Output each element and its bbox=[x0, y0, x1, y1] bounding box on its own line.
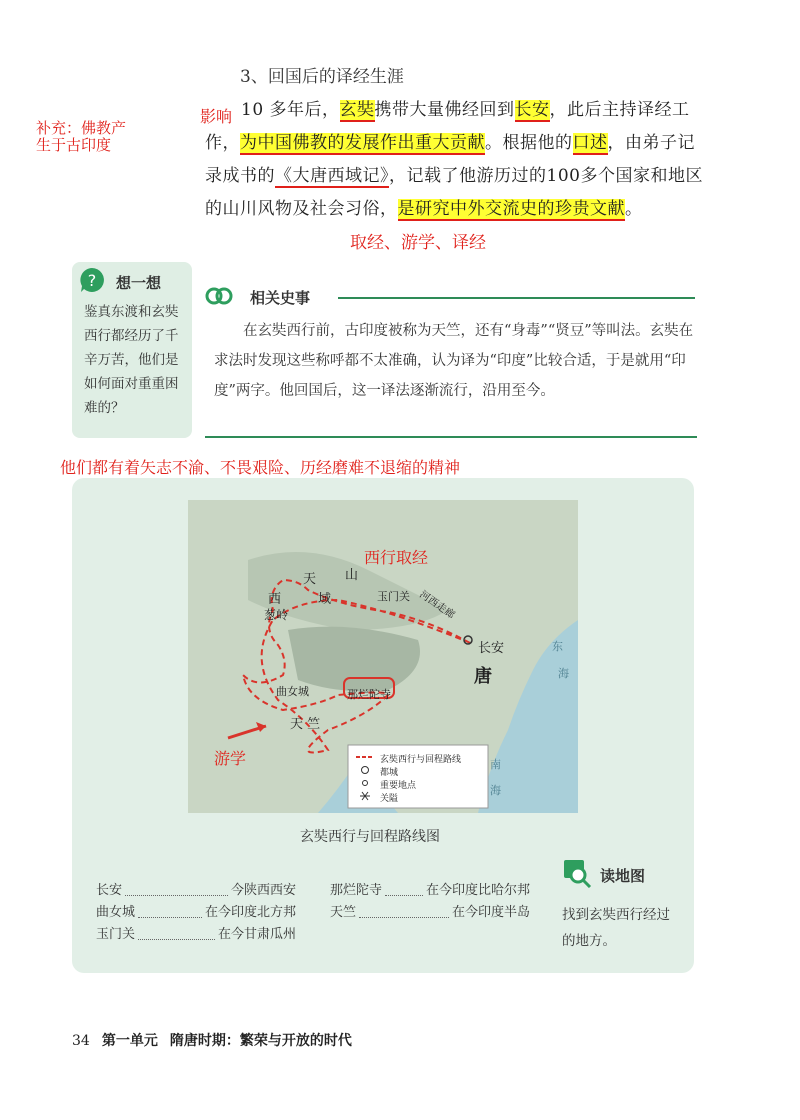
map-label: 玉门关 bbox=[377, 590, 410, 603]
think-text: 鉴真东渡和玄奘西行都经历了千辛万苦，他们是如何面对重重困难的？ bbox=[84, 304, 179, 416]
glossary-desc: 在今印度北方邦 bbox=[204, 905, 296, 920]
map-label: 葱岭 bbox=[264, 608, 289, 622]
note-supplement: 补充：佛教产生于古印度 bbox=[36, 119, 127, 154]
page-footer bbox=[72, 1030, 352, 1050]
label-west-route: 西行取经 bbox=[364, 548, 429, 567]
highlight-oral: 口述 bbox=[572, 133, 608, 153]
glossary-desc: 今陕西西安 bbox=[230, 883, 296, 898]
map-label: 山 bbox=[345, 568, 359, 583]
glossary-left bbox=[96, 880, 296, 946]
map-caption: 玄奘西行与回程路线图 bbox=[300, 829, 440, 845]
note-qujing: 取经、游学、译经 bbox=[350, 233, 486, 253]
map-label: 天 bbox=[303, 572, 317, 587]
para-text: 。根据他的 bbox=[485, 133, 573, 153]
related-title: 相关史事 bbox=[250, 289, 311, 307]
question-icon bbox=[78, 266, 106, 294]
related-text: 在玄奘西行前，古印度被称为天竺，还有“身毒”“贤豆”等叫法。玄奘在求法时发现这些称呼都不太准确，认为译为“印度”比较合适，于是就用“印度”两字。他回国后，这一译法逐渐流行，沿用至今。 bbox=[214, 323, 694, 399]
highlight-xuanzang: 玄奘 bbox=[339, 100, 375, 120]
highlight-document: 是研究中外交流史的珍贵文献 bbox=[397, 199, 625, 219]
magnifier-icon bbox=[562, 858, 592, 888]
main-paragraph bbox=[205, 94, 705, 226]
divider bbox=[205, 436, 697, 438]
map-label: 域 bbox=[318, 592, 332, 607]
highlight-contribution: 为中国佛教的发展作出重大贡献 bbox=[240, 133, 485, 153]
book-title: 《大唐西域记》 bbox=[275, 166, 389, 186]
glossary-term: 长安 bbox=[96, 883, 123, 898]
para-text: 10 多年后， bbox=[241, 100, 340, 120]
para-text: ，由弟子记录成书的 bbox=[205, 133, 695, 186]
label-youxue: 游学 bbox=[214, 749, 247, 768]
glossary-desc: 在今印度半岛 bbox=[451, 905, 530, 920]
unit-label: 第一单元 bbox=[101, 1033, 158, 1049]
glossary-term: 玉门关 bbox=[96, 927, 136, 942]
map-label: 长安 bbox=[478, 641, 505, 656]
glossary-term: 那烂陀寺 bbox=[330, 883, 383, 898]
glossary-desc: 在今印度比哈尔邦 bbox=[425, 883, 530, 898]
glossary-row bbox=[96, 880, 296, 902]
glossary-row bbox=[330, 902, 530, 924]
para-text: 。 bbox=[625, 199, 643, 219]
glossary-term: 曲女城 bbox=[96, 905, 136, 920]
legend-route-label: 玄奘西行与回程路线 bbox=[380, 755, 462, 765]
glossary-row bbox=[330, 880, 530, 902]
page-number: 34 bbox=[72, 1033, 90, 1049]
legend-place-label: 重要地点 bbox=[380, 781, 417, 791]
para-text: ，记载了他游历过的100多个国家和地区的山川风物及社会习俗， bbox=[205, 166, 703, 219]
map-label: 河西走廊 bbox=[417, 589, 457, 622]
legend-capital-label: 都城 bbox=[380, 768, 399, 778]
map-label: 海 bbox=[490, 784, 501, 797]
note-influence: 影响 bbox=[200, 107, 233, 126]
note-spirit: 他们都有着矢志不渝、不畏艰险、历经磨难不退缩的精神 bbox=[60, 458, 461, 477]
tibet bbox=[288, 627, 420, 692]
read-map-text: 找到玄奘西行经过的地方。 bbox=[562, 907, 670, 949]
unit-title: 隋唐时期：繁荣与开放的时代 bbox=[169, 1033, 352, 1049]
legend-pass-label: 关隘 bbox=[380, 794, 399, 804]
chain-link-icon bbox=[205, 283, 233, 309]
para-text: 携带大量佛经回到 bbox=[374, 100, 515, 120]
map-label: 天 竺 bbox=[290, 717, 321, 732]
glossary-right bbox=[330, 880, 530, 924]
glossary-desc: 在今甘肃瓜州 bbox=[217, 927, 296, 942]
highlight-changan: 长安 bbox=[514, 100, 550, 120]
think-title: 想一想 bbox=[116, 274, 162, 292]
map-label: 曲女城 bbox=[276, 685, 309, 698]
glossary-row bbox=[96, 924, 296, 946]
map-label: 那烂陀寺 bbox=[347, 688, 391, 701]
map-label: 东 bbox=[552, 640, 563, 653]
map-label: 西 bbox=[268, 592, 282, 607]
map-label: 唐 bbox=[474, 666, 492, 687]
map-label: 海 bbox=[558, 667, 569, 680]
read-map-title: 读地图 bbox=[600, 867, 646, 885]
svg-text:?: ? bbox=[87, 271, 97, 290]
section-title: 3、回国后的译经生涯 bbox=[240, 67, 404, 87]
para-text: ，此后主持译经工作， bbox=[205, 100, 690, 153]
glossary-row bbox=[96, 902, 296, 924]
divider bbox=[338, 297, 695, 299]
map-label: 南 bbox=[490, 758, 501, 771]
glossary-term: 天竺 bbox=[330, 905, 357, 920]
